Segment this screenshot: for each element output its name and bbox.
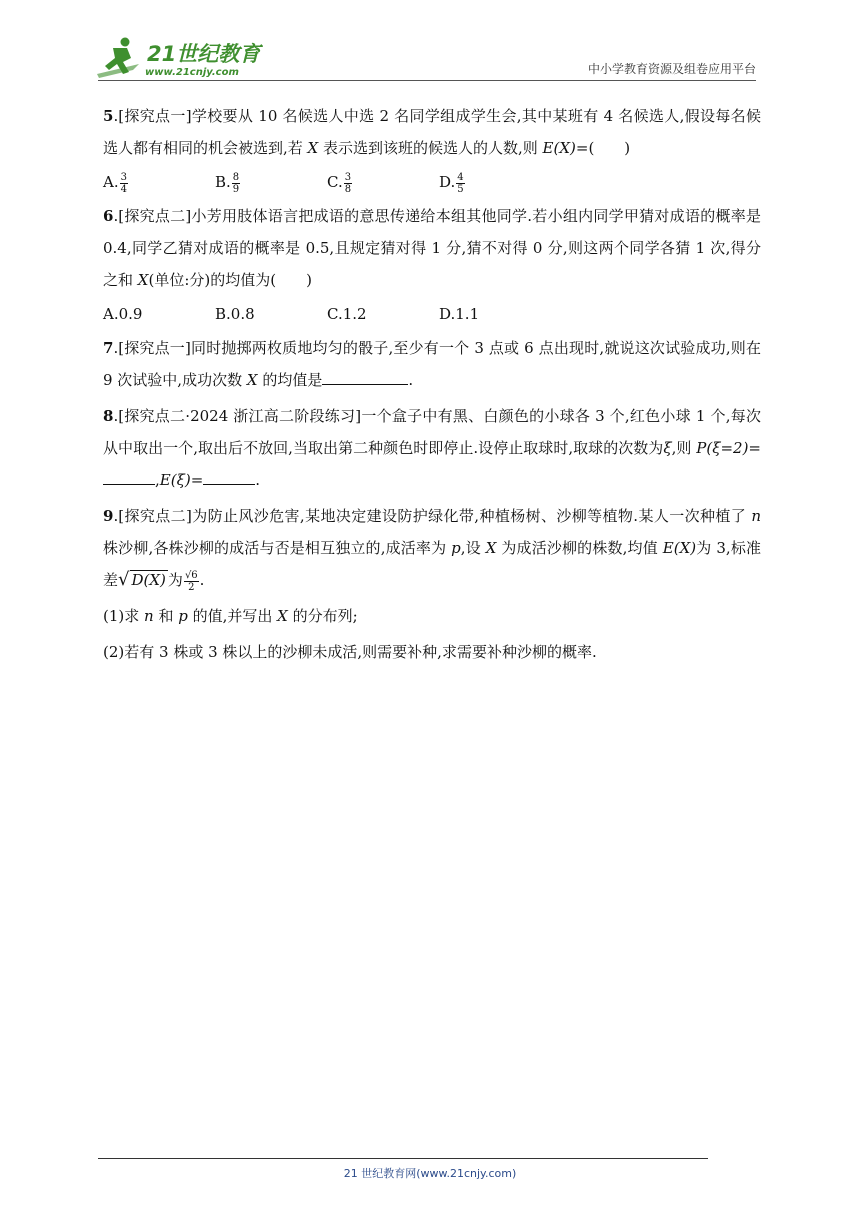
option-a: A. $\frac{3}{4}$ [103,171,127,195]
logo-title: 21世纪教育 [147,42,261,66]
option-c: C. $\frac{3}{8}$ [327,171,352,195]
option-a: A.0.9 [103,305,143,323]
std-fraction: $\frac{√6}{2}$ [184,569,198,593]
option-b: B.0.8 [215,305,255,323]
option-d: D. $\frac{4}{5}$ [439,171,464,195]
question-9-part-2: (2)若有 3 株或 3 株以上的沙柳未成活,则需要补种,求需要补种沙柳的概率. [103,643,597,661]
option-d: D.1.1 [439,305,480,323]
answer-blank[interactable] [322,366,408,385]
logo-url: www.21cnjy.com [145,67,239,78]
footer-divider [98,1158,708,1159]
answer-blank-p[interactable] [103,466,155,485]
sqrt-expression: D(X) [131,571,166,589]
question-6-options [103,296,761,332]
sqrt-sign: √ [118,569,130,590]
question-5: 5.[探究点一]学校要从 10 名候选人中选 2 名同学组成学生会,其中某班有 4 名候选人,假设每名候选人都有相同的机会被选到,若 X 表示选到该班的候选人的人数,则 E(X)=( ) [103,107,761,157]
answer-blank-e[interactable] [203,466,255,485]
question-6: 6.[探究点二]小芳用肢体语言把成语的意思传递给本组其他同学.若小组内同学甲猜对成语的概率是 0.4,同学乙猜对成语的概率是 0.5,且规定猜对得 1 分,猜不对得 0 分,则这两个同学各猜 1 次,得分之和 X(单位:分)的均值为( ) [103,207,761,289]
option-b: B. $\frac{8}{9}$ [215,171,240,195]
header-divider [98,80,756,81]
question-8: 8.[探究点二·2024 浙江高二阶段练习]一个盒子中有黑、白颜色的小球各 3 个,红色小球 1 个,每次从中取出一个,取出后不放回,当取出第二种颜色时即停止.设停止取球时,取球的次数为ξ,则 P(ξ=2)=,E(ξ)= . [103,407,761,489]
question-9-part-1: (1)求 n 和 p 的值,并写出 X 的分布列; [103,607,358,625]
runner-icon [97,38,139,79]
site-logo [93,34,263,80]
question-9: 9.[探究点二]为防止风沙危害,某地决定建设防护绿化带,种植杨树、沙柳等植物.某人一次种植了 n 株沙柳,各株沙柳的成活与否是相互独立的,成活率为 p,设 X 为成活沙柳的株数,均值 E(X)为 3,标准差√ D(X) 为 $\frac{√6}{2}$ . [103,507,761,593]
footer-text: 21 世纪教育网(www.21cnjy.com) [343,1167,517,1180]
question-5-options [103,164,761,200]
question-list [103,100,761,668]
question-7: 7.[探究点一]同时抛掷两枚质地均匀的骰子,至少有一个 3 点或 6 点出现时,就说这次试验成功,则在 9 次试验中,成功次数 X 的均值是 . [103,339,761,389]
header-platform-text: 中小学教育资源及组卷应用平台 [587,62,756,76]
option-c: C.1.2 [327,305,367,323]
